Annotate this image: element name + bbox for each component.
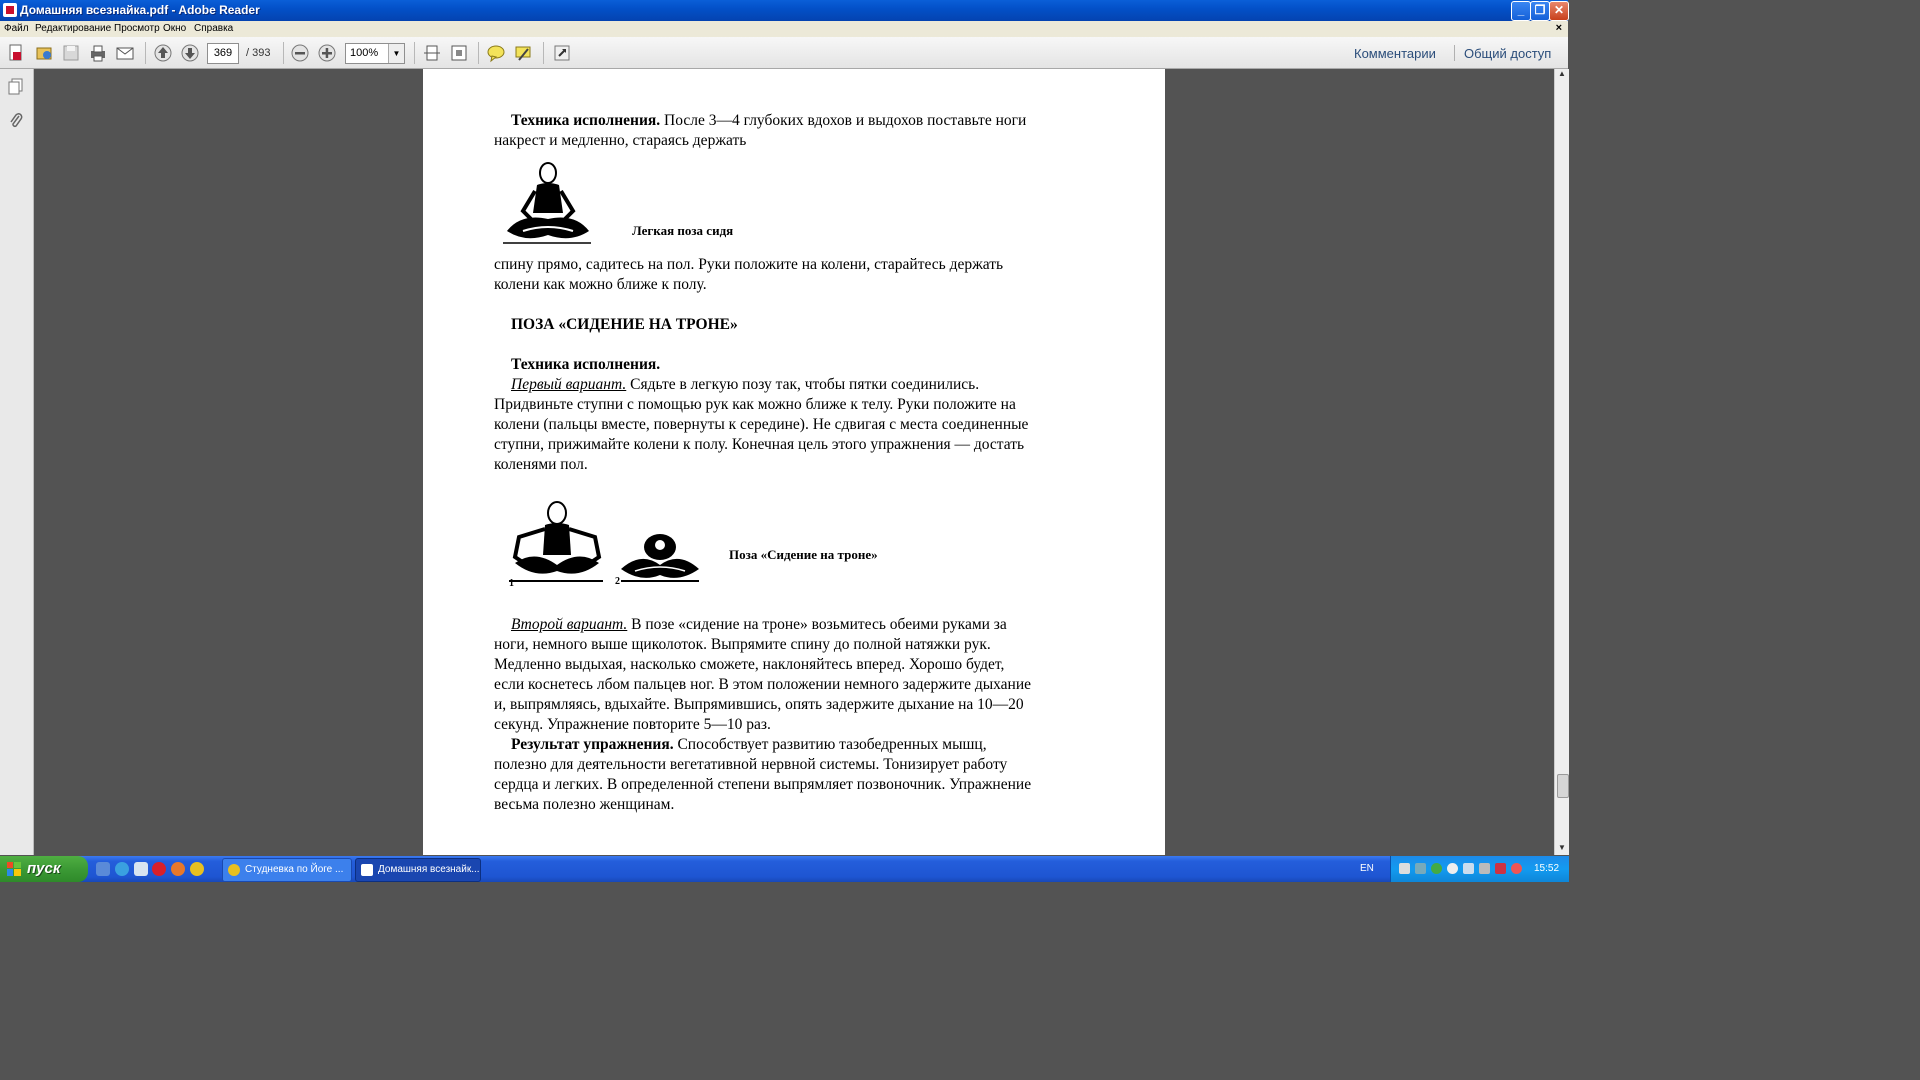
page-total: / 393: [246, 47, 271, 59]
variant-1-label: Первый вариант.: [511, 376, 627, 393]
tray-volume-icon[interactable]: [1479, 863, 1490, 874]
chrome-icon: [228, 864, 240, 876]
menu-help[interactable]: Справка: [194, 23, 234, 34]
pdf-page[interactable]: [423, 69, 1165, 855]
adobe-reader-app-icon: [3, 3, 17, 17]
caption-easy-pose: Легкая поза сидя: [632, 223, 734, 238]
start-label: пуск: [27, 860, 61, 877]
caption-throne-pose: Поза «Сидение на троне»: [729, 547, 878, 562]
close-button[interactable]: ✕: [1549, 1, 1569, 21]
result-line1: Результат упражнения. Способствует развитию тазобедренных мышц,: [511, 736, 987, 753]
menu-bar: [0, 21, 1568, 38]
variant-1-line2: Придвиньте ступни с помощью рук как можно ближе к телу. Руки положите на: [494, 396, 1016, 413]
next-page-icon[interactable]: [180, 43, 200, 63]
clock[interactable]: 15:52: [1534, 863, 1560, 874]
menu-file[interactable]: Файл: [4, 23, 29, 34]
email-icon[interactable]: [115, 43, 135, 63]
technique-heading: Техника исполнения.: [511, 112, 661, 129]
result-heading: Результат упражнения.: [511, 736, 674, 753]
taskbar-item-adobe-reader[interactable]: Домашняя всезнайк...: [355, 858, 481, 882]
technique-label: Техника исполнения.: [511, 356, 661, 373]
menu-view[interactable]: Просмотр: [114, 23, 160, 34]
start-button[interactable]: [0, 856, 88, 882]
menu-window[interactable]: Окно: [163, 23, 187, 34]
maximize-button[interactable]: ❐: [1530, 1, 1550, 21]
full-screen-icon[interactable]: [449, 43, 469, 63]
vertical-scrollbar[interactable]: [1554, 69, 1569, 855]
scroll-up-icon[interactable]: ▲: [1558, 69, 1566, 78]
tray-update-icon[interactable]: [1447, 863, 1458, 874]
page-number-input[interactable]: 369: [207, 43, 239, 64]
tray-network-icon[interactable]: [1399, 863, 1410, 874]
variant-2-label: Второй вариант.: [511, 616, 628, 633]
result-line3: сердца и легких. В определенной степени выпрямляет позвоночник. Упражнение: [494, 776, 1032, 793]
title-bar[interactable]: [0, 0, 1568, 21]
tray-antivirus-icon[interactable]: [1431, 863, 1442, 874]
zoom-in-icon[interactable]: [317, 43, 337, 63]
language-indicator[interactable]: EN: [1360, 863, 1374, 874]
taskbar: [0, 856, 1568, 882]
scroll-down-icon[interactable]: ▼: [1558, 843, 1566, 852]
result-line2: полезно для деятельности вегетативной нервной системы. Тонизирует работу: [494, 756, 1008, 773]
share-link[interactable]: Общий доступ: [1464, 46, 1552, 61]
taskbar-item-chrome[interactable]: Студневка по Йоге ...: [222, 858, 352, 882]
window-title: Домашняя всезнайка.pdf - Adobe Reader: [20, 3, 260, 17]
easy-pose-illustration: [501, 161, 593, 247]
highlight-icon[interactable]: [513, 43, 533, 63]
figure-number-2: 2: [615, 576, 620, 587]
paragraph-1-line2: накрест и медленно, стараясь держать: [494, 132, 747, 149]
variant-1-line3: колени (пальцы вместе, повернуты к середине). Не сдвигая с места соединенные: [494, 416, 1029, 433]
comments-link[interactable]: Комментарии: [1354, 46, 1436, 61]
quicklaunch-firefox-icon[interactable]: [171, 862, 185, 876]
tray-flag-icon[interactable]: [1495, 863, 1506, 874]
variant-1-line4: ступни, прижимайте колени к полу. Конечная цель этого упражнения — достать: [494, 436, 1025, 453]
variant-2-line3: Медленно выдыхая, насколько сможете, наклоняйтесь вперед. Хорошо будет,: [494, 656, 1005, 673]
paragraph-2-line1: спину прямо, садитесь на пол. Руки положите на колени, старайтесь держать: [494, 256, 1004, 273]
variant-2-line1: Второй вариант. В позе «сидение на троне» возьмитесь обеими руками за: [511, 616, 1007, 633]
zoom-value: 100%: [350, 47, 379, 59]
attachment-icon[interactable]: [7, 112, 25, 130]
quicklaunch-show-desktop-icon[interactable]: [96, 862, 110, 876]
paragraph-2-line2: колени как можно ближе к полу.: [494, 276, 707, 293]
figure-number-1: 1: [509, 578, 514, 589]
result-line4: весьма полезно женщинам.: [494, 796, 675, 813]
pages-icon[interactable]: [7, 77, 25, 95]
zoom-select[interactable]: [345, 43, 405, 64]
variant-1-line5: коленями пол.: [494, 456, 588, 473]
chevron-down-icon[interactable]: ▼: [388, 44, 404, 63]
fit-page-icon[interactable]: [422, 43, 442, 63]
variant-2-line5: и, выпрямляясь, вдыхайте. Выпрямившись, опять задержите дыхание на 10—20: [494, 696, 1024, 713]
tray-alert-icon[interactable]: [1511, 863, 1522, 874]
variant-2-line4: если коснетесь лбом пальцев ног. В этом положении немного задержите дыхание: [494, 676, 1032, 693]
scroll-thumb[interactable]: [1557, 774, 1569, 798]
create-pdf-icon[interactable]: [6, 43, 26, 63]
tray-messages-icon[interactable]: [1463, 863, 1474, 874]
section-heading: ПОЗА «СИДЕНИЕ НА ТРОНЕ»: [511, 316, 738, 333]
throne-pose-illustration-1: [505, 499, 607, 587]
menu-edit[interactable]: Редактирование: [35, 23, 112, 34]
print-icon[interactable]: [88, 43, 108, 63]
throne-pose-illustration-2: [617, 529, 703, 587]
document-close-icon[interactable]: ×: [1555, 22, 1562, 34]
toolbar: [0, 37, 1568, 69]
tray-connection-icon[interactable]: [1415, 863, 1426, 874]
adobe-reader-icon: [361, 864, 373, 876]
quicklaunch-window-icon[interactable]: [134, 862, 148, 876]
variant-1-line1: Первый вариант. Сядьте в легкую позу так, чтобы пятки соединились.: [511, 376, 980, 393]
open-file-icon[interactable]: [34, 43, 54, 63]
comment-note-icon[interactable]: [486, 43, 506, 63]
save-icon[interactable]: [61, 43, 81, 63]
expand-icon[interactable]: [552, 43, 572, 63]
zoom-out-icon[interactable]: [290, 43, 310, 63]
navigation-panel: [0, 69, 34, 855]
previous-page-icon[interactable]: [153, 43, 173, 63]
windows-flag-icon: [7, 862, 21, 876]
paragraph-1-line1: Техника исполнения. После 3—4 глубоких вдохов и выдохов поставьте ноги: [511, 112, 1027, 129]
variant-2-line6: секунд. Упражнение повторите 5—10 раз.: [494, 716, 771, 733]
variant-2-line2: ноги, немного выше щиколоток. Выпрямите спину до полной натяжки рук.: [494, 636, 991, 653]
quicklaunch-ie-icon[interactable]: [115, 862, 129, 876]
minimize-button[interactable]: _: [1511, 1, 1531, 21]
quicklaunch-chrome-icon[interactable]: [190, 862, 204, 876]
quicklaunch-opera-icon[interactable]: [152, 862, 166, 876]
